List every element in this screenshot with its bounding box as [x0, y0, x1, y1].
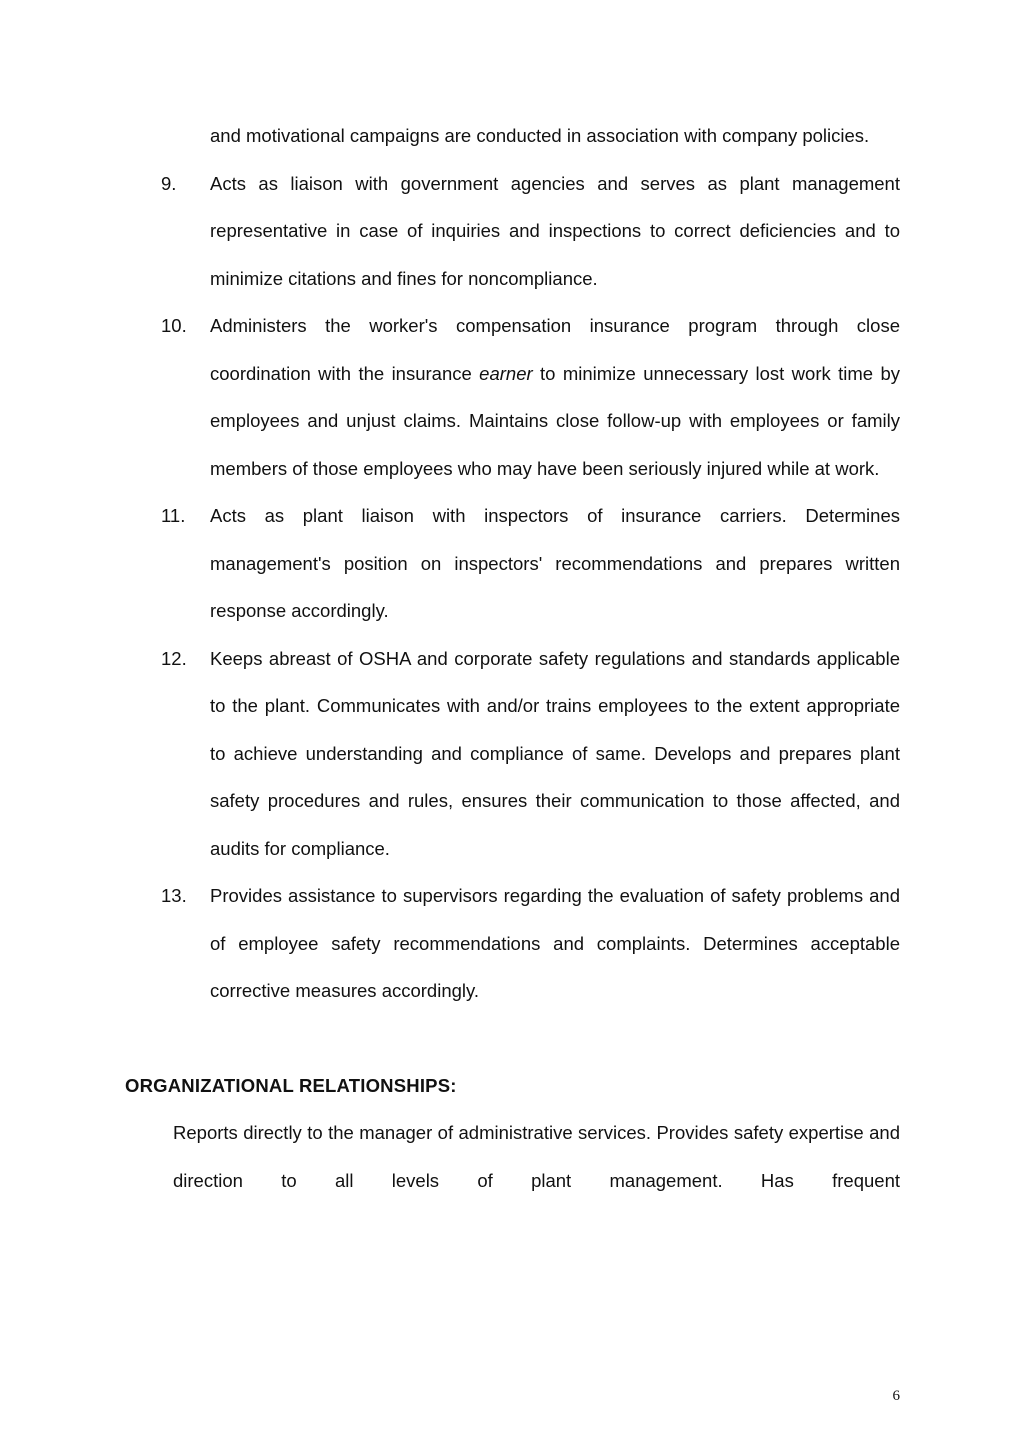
list-item-number: 10. [161, 315, 187, 336]
list-item-13 [125, 872, 900, 1015]
page-content [125, 112, 900, 1204]
list-item-text-start: Administers the worker's compensation insurance program through close coordination with the insurance [210, 315, 900, 384]
list-item-text: Provides assistance to supervisors regarding the evaluation of safety problems and of employee safety recommendations and complaints. Determines acceptable corrective measures accordingly. [210, 885, 900, 1001]
list-item-11 [125, 492, 900, 635]
section-heading: ORGANIZATIONAL RELATIONSHIPS: [125, 1074, 457, 1096]
list-item-text: Acts as liaison with government agencies and serves as plant management representative in case of inquiries and inspections to correct deficiencies and to minimize citations and fines for noncompliance. [210, 172, 900, 289]
list-item-number: 11. [161, 505, 186, 526]
list-item-10 [125, 302, 900, 492]
list-item-number: 12. [161, 647, 187, 669]
continuation-paragraph: and motivational campaigns are conducted in association with company policies. [210, 125, 870, 146]
list-item-12 [125, 635, 900, 873]
list-item-9 [125, 160, 900, 303]
list-item-text: Keeps abreast of OSHA and corporate safety regulations and standards applicable to the plant. Communicates with and/or trains employees to the extent appropriate to achieve understanding and compliance of same. Develops and prepares plant safety procedures and rules, ensures their communication to those affected, and audits for compliance. [210, 647, 900, 859]
list-item-italic-word: earner [479, 362, 533, 384]
section-body: Reports directly to the manager of administrative services. Provides safety expertise and direction to all levels of plant management. Has frequent [173, 1122, 900, 1191]
list-item-number: 13. [161, 885, 187, 906]
list-item-text: Acts as plant liaison with inspectors of insurance carriers. Determines management's position on inspectors' recommendations and prepares written response accordingly. [210, 505, 900, 621]
page-number: 6 [892, 1388, 900, 1404]
list-item-number: 9. [161, 172, 177, 194]
list-item-text-end: to minimize unnecessary lost work time by employees and unjust claims. Maintains close follow-up with employees or family members of those employees who may have been seriously injured while at work. [210, 362, 900, 479]
